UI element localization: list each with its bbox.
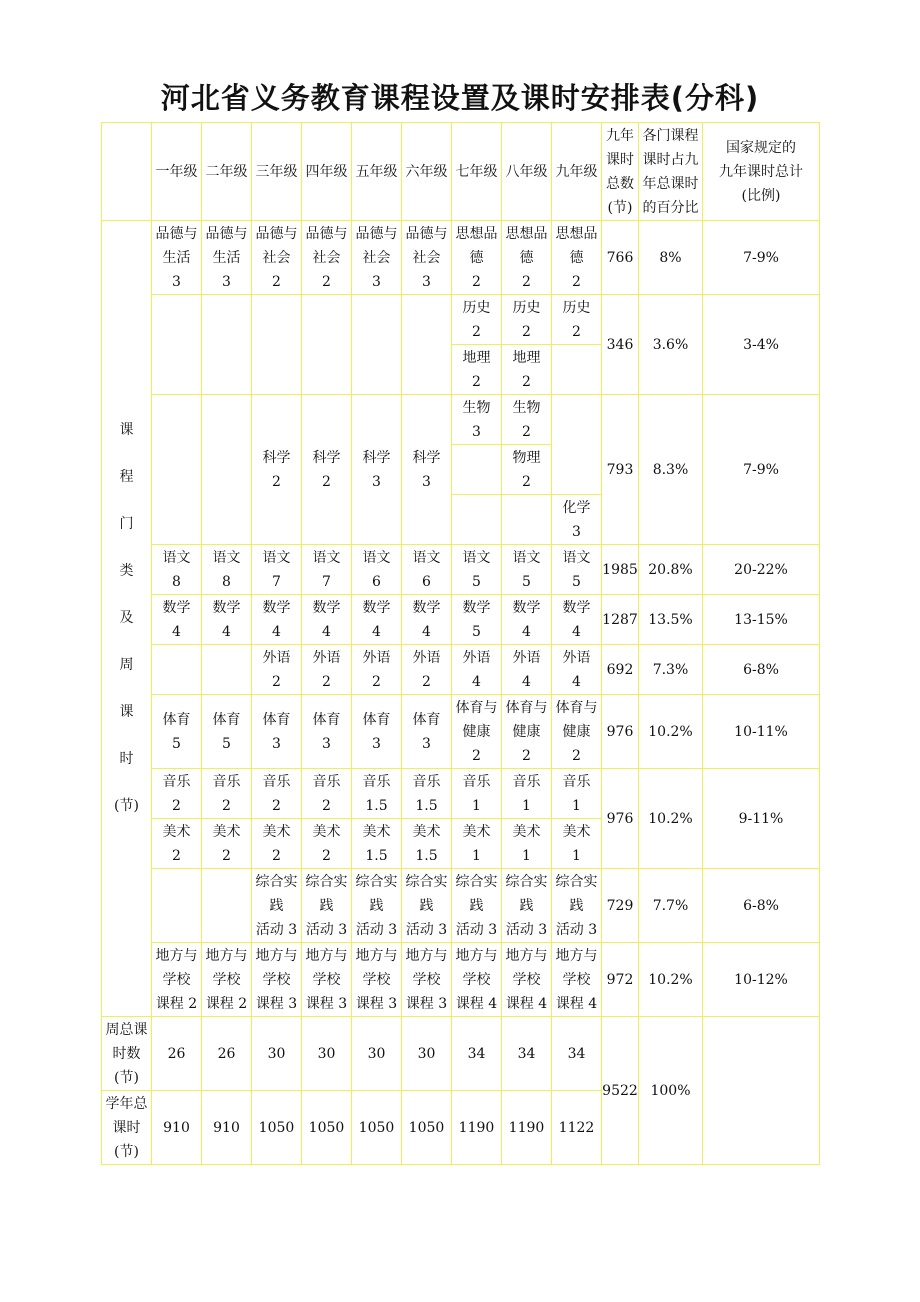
percent-cell: 10.2% [639, 769, 703, 869]
subject-cell: 地方与 学校 课程 2 [205, 947, 248, 1012]
percent-cell: 8% [639, 221, 703, 295]
total-hours-cell: 972 [602, 943, 639, 1017]
national-cell: 3-4% [703, 295, 820, 395]
subject-cell: 音乐 2 [262, 773, 291, 814]
subject-cell: 地方与 学校 课程 4 [505, 947, 548, 1012]
grade-header: 四年级 [302, 123, 352, 221]
subject-cell: 美术 1.5 [412, 823, 441, 864]
yearly-total-cell: 1050 [302, 1091, 352, 1165]
subject-cell: 思想品 德 2 [505, 225, 548, 290]
weekly-total-cell: 30 [252, 1017, 302, 1091]
subject-cell: 体育与 健康 2 [505, 699, 548, 764]
subject-cell: 科学 3 [412, 449, 441, 490]
subject-cell: 外语 4 [512, 649, 541, 690]
subject-cell: 品德与 社会 2 [305, 225, 348, 290]
subject-cell: 美术 2 [262, 823, 291, 864]
table-row [102, 221, 820, 295]
weekly-total-cell: 30 [352, 1017, 402, 1091]
yearly-total-cell: 910 [152, 1091, 202, 1165]
national-cell: 13-15% [703, 595, 820, 645]
subject-cell: 数学 4 [212, 599, 241, 640]
weekly-total-cell: 34 [502, 1017, 552, 1091]
table-row [102, 1017, 820, 1091]
header-row [102, 123, 820, 221]
subject-cell: 音乐 1 [512, 773, 541, 814]
weekly-total-cell: 30 [402, 1017, 452, 1091]
subject-cell: 生物 2 [512, 399, 541, 440]
subject-cell: 地方与 学校 课程 4 [455, 947, 498, 1012]
percent-cell: 8.3% [639, 395, 703, 545]
percent-header: 各门课程 课时占九 年总课时 的百分比 [642, 127, 699, 216]
row-group-label: 课 程 门 类 及 周 课 时 (节) [114, 422, 139, 814]
subject-cell: 语文 5 [462, 549, 491, 590]
grand-percent-cell: 100% [639, 1017, 703, 1165]
weekly-total-cell: 34 [452, 1017, 502, 1091]
total-hours-cell: 692 [602, 645, 639, 695]
grade-header: 三年级 [252, 123, 302, 221]
subject-cell: 数学 4 [512, 599, 541, 640]
grade-header: 八年级 [502, 123, 552, 221]
percent-cell: 7.3% [639, 645, 703, 695]
grade-header: 九年级 [552, 123, 602, 221]
weekly-total-cell: 34 [552, 1017, 602, 1091]
grade-header: 二年级 [202, 123, 252, 221]
table-row [102, 943, 820, 1017]
national-cell-empty [703, 1017, 820, 1165]
corner-cell [102, 123, 152, 221]
curriculum-table [101, 122, 820, 1165]
subject-cell: 外语 2 [262, 649, 291, 690]
weekly-total-label: 周总课 时数 (节) [105, 1021, 148, 1086]
subject-cell: 综合实 践 活动 3 [255, 873, 298, 938]
subject-cell: 音乐 1 [462, 773, 491, 814]
subject-cell: 体育 5 [162, 711, 191, 752]
total-hours-cell: 729 [602, 869, 639, 943]
national-cell: 10-12% [703, 943, 820, 1017]
subject-cell: 外语 2 [412, 649, 441, 690]
weekly-total-cell: 30 [302, 1017, 352, 1091]
subject-cell: 数学 4 [162, 599, 191, 640]
subject-cell: 数学 4 [262, 599, 291, 640]
subject-cell: 体育 3 [262, 711, 291, 752]
subject-cell: 音乐 1.5 [412, 773, 441, 814]
subject-cell: 地方与 学校 课程 3 [305, 947, 348, 1012]
subject-cell: 外语 4 [562, 649, 591, 690]
table-row [102, 295, 820, 345]
subject-cell: 品德与 社会 3 [405, 225, 448, 290]
subject-cell: 美术 1.5 [362, 823, 391, 864]
table-row [102, 769, 820, 819]
subject-cell: 外语 4 [462, 649, 491, 690]
total-hours-header: 九年 课时 总数 (节) [606, 127, 634, 216]
subject-cell: 美术 2 [162, 823, 191, 864]
yearly-total-cell: 1050 [352, 1091, 402, 1165]
subject-cell: 音乐 2 [212, 773, 241, 814]
grade-header: 六年级 [402, 123, 452, 221]
subject-cell: 美术 2 [212, 823, 241, 864]
yearly-total-cell: 1190 [502, 1091, 552, 1165]
subject-cell: 综合实 践 活动 3 [505, 873, 548, 938]
subject-cell: 物理 2 [512, 449, 541, 490]
percent-cell: 13.5% [639, 595, 703, 645]
subject-cell: 体育 3 [312, 711, 341, 752]
subject-cell: 科学 2 [312, 449, 341, 490]
weekly-total-cell: 26 [152, 1017, 202, 1091]
subject-cell: 音乐 2 [312, 773, 341, 814]
total-hours-cell: 1287 [602, 595, 639, 645]
subject-cell: 地方与 学校 课程 4 [555, 947, 598, 1012]
subject-cell: 语文 6 [412, 549, 441, 590]
yearly-total-cell: 1050 [402, 1091, 452, 1165]
subject-cell: 思想品 德 2 [555, 225, 598, 290]
total-hours-cell: 976 [602, 769, 639, 869]
subject-cell: 品德与 生活 3 [205, 225, 248, 290]
grand-total-cell: 9522 [602, 1017, 639, 1165]
yearly-total-cell: 910 [202, 1091, 252, 1165]
subject-cell: 体育 3 [362, 711, 391, 752]
subject-cell: 综合实 践 活动 3 [455, 873, 498, 938]
subject-cell: 美术 2 [312, 823, 341, 864]
total-hours-cell: 346 [602, 295, 639, 395]
grade-header: 七年级 [452, 123, 502, 221]
subject-cell: 科学 3 [362, 449, 391, 490]
table-row [102, 545, 820, 595]
grade-header: 一年级 [152, 123, 202, 221]
subject-cell: 外语 2 [312, 649, 341, 690]
subject-cell: 品德与 社会 3 [355, 225, 398, 290]
table-row [102, 645, 820, 695]
subject-cell: 综合实 践 活动 3 [405, 873, 448, 938]
subject-cell: 语文 7 [262, 549, 291, 590]
percent-cell: 7.7% [639, 869, 703, 943]
subject-cell: 数学 4 [362, 599, 391, 640]
national-cell: 9-11% [703, 769, 820, 869]
subject-cell: 品德与 社会 2 [255, 225, 298, 290]
total-hours-cell: 766 [602, 221, 639, 295]
subject-cell: 体育与 健康 2 [555, 699, 598, 764]
subject-cell: 地方与 学校 课程 3 [405, 947, 448, 1012]
yearly-total-cell: 1190 [452, 1091, 502, 1165]
subject-cell: 音乐 1 [562, 773, 591, 814]
subject-cell: 品德与 生活 3 [155, 225, 198, 290]
subject-cell: 数学 5 [462, 599, 491, 640]
subject-cell: 语文 5 [512, 549, 541, 590]
table-row [102, 869, 820, 943]
national-cell: 6-8% [703, 869, 820, 943]
subject-cell: 美术 1 [512, 823, 541, 864]
total-hours-cell: 976 [602, 695, 639, 769]
subject-cell: 语文 6 [362, 549, 391, 590]
national-cell: 10-11% [703, 695, 820, 769]
national-cell: 7-9% [703, 221, 820, 295]
subject-cell: 语文 7 [312, 549, 341, 590]
national-header: 国家规定的 九年课时总计 (比例) [719, 139, 803, 204]
subject-cell: 美术 1 [462, 823, 491, 864]
subject-cell: 数学 4 [312, 599, 341, 640]
total-hours-cell: 793 [602, 395, 639, 545]
subject-cell: 历史 2 [562, 299, 591, 340]
subject-cell: 历史 2 [462, 299, 491, 340]
table-row [102, 695, 820, 769]
subject-cell: 地方与 学校 课程 3 [355, 947, 398, 1012]
table-row [102, 395, 820, 445]
total-hours-cell: 1985 [602, 545, 639, 595]
subject-cell: 科学 2 [262, 449, 291, 490]
subject-cell: 地理 2 [512, 349, 541, 390]
subject-cell: 音乐 2 [162, 773, 191, 814]
subject-cell: 美术 1 [562, 823, 591, 864]
percent-cell: 3.6% [639, 295, 703, 395]
table-row [102, 595, 820, 645]
subject-cell: 外语 2 [362, 649, 391, 690]
subject-cell: 综合实 践 活动 3 [555, 873, 598, 938]
page-title: 河北省义务教育课程设置及课时安排表(分科) [160, 81, 760, 115]
yearly-total-cell: 1050 [252, 1091, 302, 1165]
national-cell: 20-22% [703, 545, 820, 595]
percent-cell: 20.8% [639, 545, 703, 595]
subject-cell: 体育 3 [412, 711, 441, 752]
subject-cell: 生物 3 [462, 399, 491, 440]
subject-cell: 综合实 践 活动 3 [305, 873, 348, 938]
percent-cell: 10.2% [639, 695, 703, 769]
subject-cell: 体育 5 [212, 711, 241, 752]
subject-cell: 体育与 健康 2 [455, 699, 498, 764]
national-cell: 6-8% [703, 645, 820, 695]
weekly-total-cell: 26 [202, 1017, 252, 1091]
subject-cell: 化学 3 [562, 499, 591, 540]
subject-cell: 历史 2 [512, 299, 541, 340]
percent-cell: 10.2% [639, 943, 703, 1017]
subject-cell: 语文 8 [212, 549, 241, 590]
subject-cell: 综合实 践 活动 3 [355, 873, 398, 938]
yearly-total-label: 学年总 课时 (节) [105, 1095, 148, 1160]
yearly-total-cell: 1122 [552, 1091, 602, 1165]
subject-cell: 数学 4 [412, 599, 441, 640]
subject-cell: 地方与 学校 课程 3 [255, 947, 298, 1012]
grade-header: 五年级 [352, 123, 402, 221]
subject-cell: 语文 5 [562, 549, 591, 590]
subject-cell: 数学 4 [562, 599, 591, 640]
subject-cell: 地方与 学校 课程 2 [155, 947, 198, 1012]
national-cell: 7-9% [703, 395, 820, 545]
subject-cell: 思想品 德 2 [455, 225, 498, 290]
subject-cell: 语文 8 [162, 549, 191, 590]
subject-cell: 地理 2 [462, 349, 491, 390]
subject-cell: 音乐 1.5 [362, 773, 391, 814]
